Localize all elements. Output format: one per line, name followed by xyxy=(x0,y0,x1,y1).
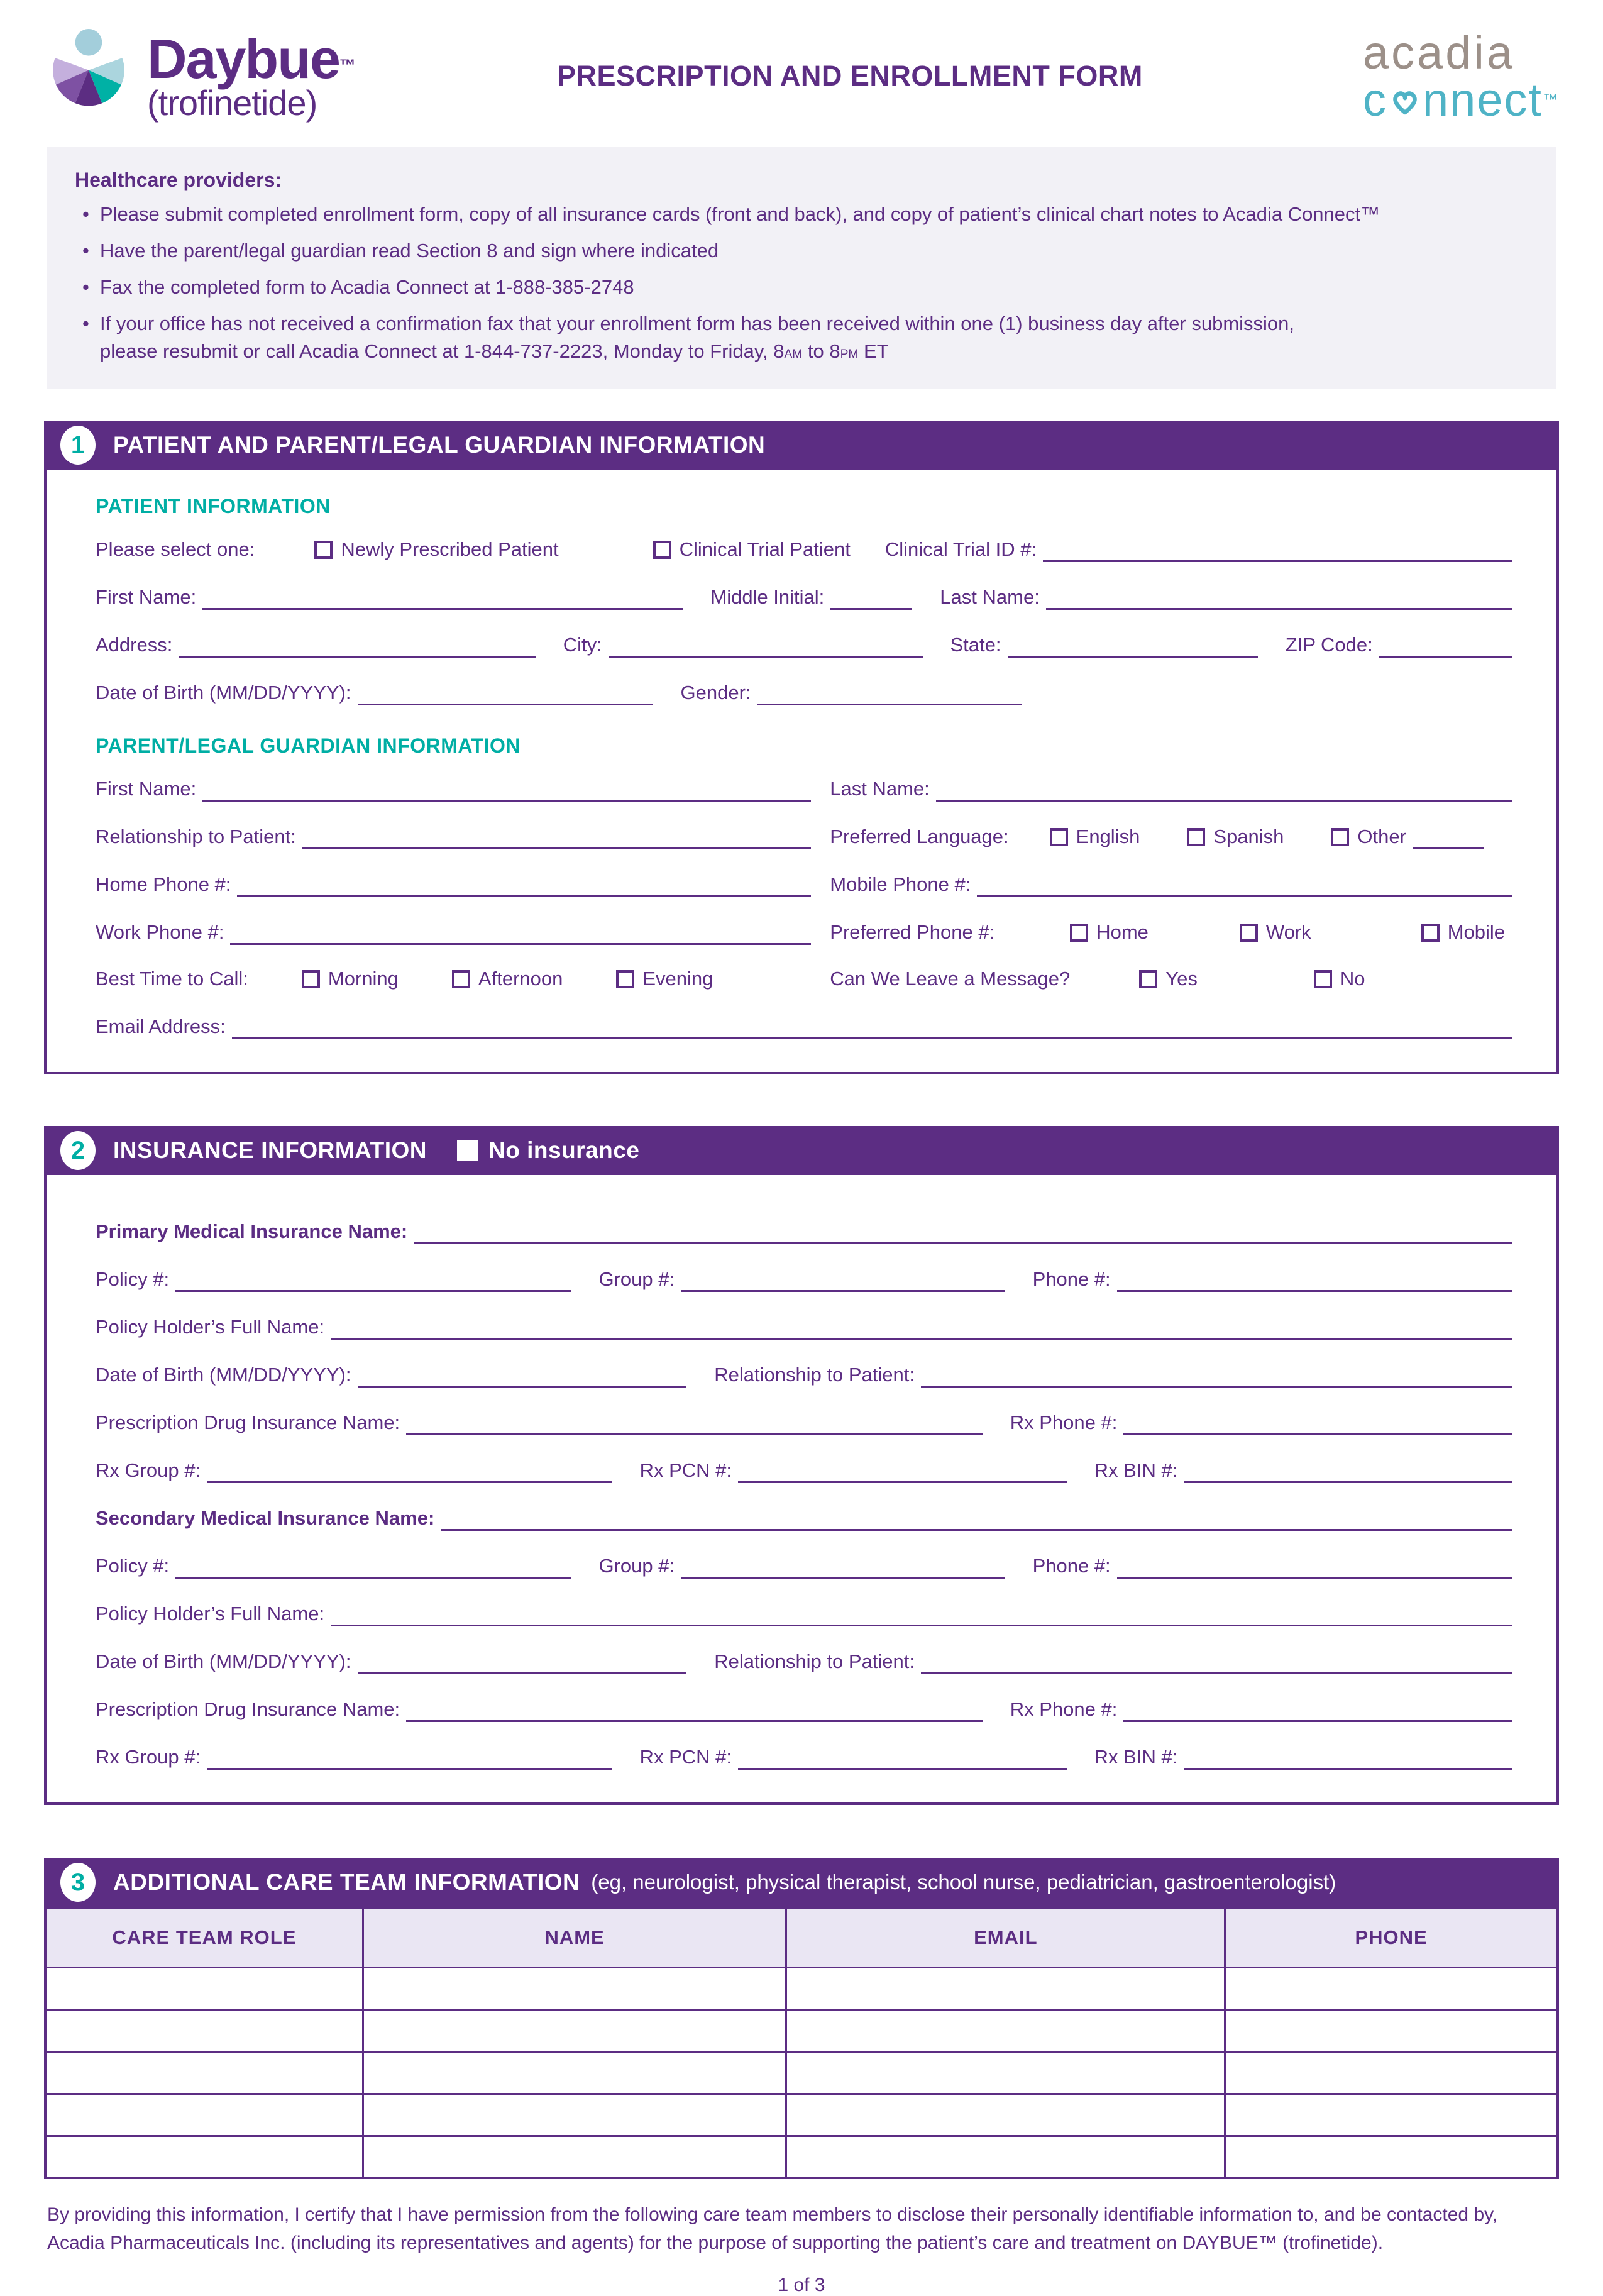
preferred-mobile-label: Mobile xyxy=(1447,921,1506,944)
no-insurance-label: No insurance xyxy=(488,1137,640,1164)
relationship-group xyxy=(96,824,811,849)
primary-dob-row xyxy=(96,1362,1512,1388)
preferred-language-label: Preferred Language: xyxy=(830,825,1009,848)
care-team-role-cell[interactable] xyxy=(45,2136,363,2178)
email-label: Email Address: xyxy=(96,1015,226,1038)
primary-policy-row xyxy=(96,1267,1512,1292)
clinical-trial-label: Clinical Trial Patient xyxy=(679,538,851,561)
primary-holder-label: Policy Holder’s Full Name: xyxy=(96,1316,325,1338)
heart-icon xyxy=(1389,86,1421,118)
primary-rx-codes-row xyxy=(96,1458,1512,1483)
patient-type-row xyxy=(96,537,1512,562)
gender-label: Gender: xyxy=(680,682,751,704)
care-team-name-cell[interactable] xyxy=(363,2009,786,2051)
patient-information-heading: PATIENT INFORMATION xyxy=(96,495,331,518)
daybue-tm: ™ xyxy=(339,55,356,75)
preferred-home-label: Home xyxy=(1096,921,1149,944)
certification-statement: By providing this information, I certify that I have permission from the following care team members to disclose their personally identifiable information to, and be contacted by, Acadia Pharmaceuticals Inc. (including its representatives and agents) for the purpose of supporting the patient’s care and treatment on DAYBUE™ (trofinetide). xyxy=(47,2204,1498,2254)
secondary-dob-label: Date of Birth (MM/DD/YYYY): xyxy=(96,1650,351,1673)
guardian-first-name-label: First Name: xyxy=(96,778,197,800)
preferred-language-group xyxy=(830,824,1512,849)
daybue-flower-icon xyxy=(39,26,138,126)
language-english-option[interactable] xyxy=(1050,825,1140,849)
notice-bullet-confirmation: • If your office has not received a confirmation fax that your enrollment form has been received within one (1) business day after submission, please resubmit or call Acadia Connect at 1-844-737-2223, Monday to Friday, 8AM to 8PM ET xyxy=(75,310,1528,365)
relationship-label: Relationship to Patient: xyxy=(96,825,296,848)
language-spanish-label: Spanish xyxy=(1213,825,1284,848)
care-team-name-cell[interactable] xyxy=(363,2094,786,2136)
work-phone-label: Work Phone #: xyxy=(96,921,224,944)
home-phone-label: Home Phone #: xyxy=(96,873,231,896)
primary-rx-group-field[interactable] xyxy=(207,1458,612,1483)
secondary-rx-phone-label: Rx Phone #: xyxy=(1010,1698,1118,1721)
primary-insurance-name-row xyxy=(96,1219,1512,1244)
section1-number-badge: 1 xyxy=(60,426,96,465)
relationship-field[interactable] xyxy=(302,824,811,849)
mobile-phone-field[interactable] xyxy=(977,872,1512,897)
dob-label: Date of Birth (MM/DD/YYYY): xyxy=(96,682,351,704)
care-team-name-cell[interactable] xyxy=(363,2051,786,2094)
daybue-generic-name: (trofinetide) xyxy=(147,83,317,123)
primary-holder-row xyxy=(96,1315,1512,1340)
address-field[interactable] xyxy=(179,632,535,658)
time-morning-option[interactable] xyxy=(302,968,399,991)
gender-field[interactable] xyxy=(757,680,1022,705)
secondary-relationship-field[interactable] xyxy=(921,1649,1512,1674)
clinical-trial-id-field[interactable] xyxy=(1043,537,1512,562)
care-team-role-cell[interactable] xyxy=(45,2094,363,2136)
care-team-name-cell[interactable] xyxy=(363,2136,786,2178)
newly-prescribed-option[interactable] xyxy=(314,538,558,562)
secondary-rx-pcn-label: Rx PCN #: xyxy=(639,1746,732,1769)
primary-rx-name-label: Prescription Drug Insurance Name: xyxy=(96,1411,400,1434)
connect-word: c nnect ™ xyxy=(1362,74,1559,126)
last-name-field[interactable] xyxy=(1046,585,1512,610)
language-spanish-option[interactable] xyxy=(1187,825,1284,849)
zip-code-field[interactable] xyxy=(1379,632,1512,658)
state-label: State: xyxy=(950,634,1001,656)
section3-subtitle: (eg, neurologist, physical therapist, school nurse, pediatrician, gastroenterologist) xyxy=(591,1870,1336,1894)
secondary-phone-field[interactable] xyxy=(1117,1554,1512,1579)
care-team-col-role: CARE TEAM ROLE xyxy=(45,1908,363,1967)
secondary-insurance-label: Secondary Medical Insurance Name: xyxy=(96,1507,435,1530)
acadia-word: acadia xyxy=(1362,26,1516,79)
section-insurance xyxy=(44,1126,1559,1805)
language-other-checkbox[interactable] xyxy=(1331,828,1349,846)
primary-dob-field[interactable] xyxy=(358,1362,687,1388)
message-no-label: No xyxy=(1340,968,1365,990)
time-afternoon-checkbox[interactable] xyxy=(452,970,470,988)
mobile-phone-label: Mobile Phone #: xyxy=(830,873,971,896)
secondary-rx-codes-row xyxy=(96,1745,1512,1770)
secondary-rx-name-row xyxy=(96,1697,1512,1722)
language-other-field[interactable] xyxy=(1413,824,1485,849)
primary-relationship-field[interactable] xyxy=(921,1362,1512,1388)
daybue-name: Daybue™ xyxy=(147,27,356,90)
secondary-group-label: Group #: xyxy=(598,1555,675,1577)
primary-relationship-label: Relationship to Patient: xyxy=(714,1364,915,1386)
work-phone-field[interactable] xyxy=(230,920,811,945)
primary-rx-name-field[interactable] xyxy=(406,1410,983,1435)
city-label: City: xyxy=(563,634,602,656)
relationship-language-row xyxy=(96,824,1512,849)
primary-dob-label: Date of Birth (MM/DD/YYYY): xyxy=(96,1364,351,1386)
preferred-work-option[interactable] xyxy=(1240,921,1311,945)
middle-initial-field[interactable] xyxy=(830,585,912,610)
secondary-relationship-label: Relationship to Patient: xyxy=(714,1650,915,1673)
primary-policy-label: Policy #: xyxy=(96,1268,170,1291)
daybue-logo xyxy=(39,26,356,126)
care-team-phone-cell[interactable] xyxy=(1225,2136,1558,2178)
notice-heading: Healthcare providers: xyxy=(75,168,282,191)
language-spanish-checkbox[interactable] xyxy=(1187,828,1205,846)
home-phone-group xyxy=(96,872,811,897)
section-care-team xyxy=(44,1858,1559,2179)
section3-number-badge: 3 xyxy=(60,1863,96,1902)
first-name-field[interactable] xyxy=(202,585,683,610)
work-phone-group xyxy=(96,920,811,945)
time-evening-label: Evening xyxy=(642,968,713,990)
section-patient-guardian xyxy=(44,421,1559,1074)
secondary-rx-name-label: Prescription Drug Insurance Name: xyxy=(96,1698,400,1721)
healthcare-providers-notice xyxy=(47,147,1556,389)
mobile-phone-group xyxy=(830,872,1512,897)
section1-title: PATIENT AND PARENT/LEGAL GUARDIAN INFORMATION xyxy=(113,432,766,458)
clinical-trial-option[interactable] xyxy=(653,538,851,562)
primary-rx-bin-field[interactable] xyxy=(1184,1458,1512,1483)
care-team-role-cell[interactable] xyxy=(45,1967,363,2009)
section2-header-bar xyxy=(44,1126,1559,1175)
email-row xyxy=(96,1014,1512,1039)
notice-bullet-fax: • Fax the completed form to Acadia Connect at 1-888-385-2748 xyxy=(75,273,1528,301)
work-preferred-phone-row xyxy=(96,920,1512,945)
primary-rx-bin-label: Rx BIN #: xyxy=(1094,1459,1178,1482)
section1-header-bar xyxy=(44,421,1559,470)
secondary-holder-field[interactable] xyxy=(331,1601,1512,1626)
best-time-message-row xyxy=(96,968,1512,991)
secondary-holder-row xyxy=(96,1601,1512,1626)
dob-field[interactable] xyxy=(358,680,653,705)
primary-insurance-label: Primary Medical Insurance Name: xyxy=(96,1220,408,1243)
connect-tm: ™ xyxy=(1543,91,1559,108)
secondary-rx-bin-field[interactable] xyxy=(1184,1745,1512,1770)
guardian-information-heading: PARENT/LEGAL GUARDIAN INFORMATION xyxy=(96,734,521,758)
guardian-last-name-group xyxy=(830,776,1512,802)
time-morning-checkbox[interactable] xyxy=(302,970,320,988)
primary-holder-field[interactable] xyxy=(331,1315,1512,1340)
primary-rx-name-row xyxy=(96,1410,1512,1435)
guardian-first-name-field[interactable] xyxy=(202,776,811,802)
newly-prescribed-label: Newly Prescribed Patient xyxy=(341,538,559,561)
no-insurance-checkbox[interactable] xyxy=(457,1140,478,1161)
care-team-phone-cell[interactable] xyxy=(1225,2094,1558,2136)
preferred-work-label: Work xyxy=(1265,921,1311,944)
care-team-row xyxy=(45,1967,1558,2009)
notice-bullet-submit: • Please submit completed enrollment form, copy of all insurance cards (front and back), and copy of patient’s clinical chart notes to Acadia Connect™ xyxy=(75,201,1528,228)
leave-message-group xyxy=(830,968,1512,991)
care-team-table xyxy=(44,1907,1559,2179)
care-team-email-cell[interactable] xyxy=(786,2009,1225,2051)
secondary-policy-label: Policy #: xyxy=(96,1555,170,1577)
section2-body xyxy=(44,1175,1559,1805)
preferred-home-option[interactable] xyxy=(1070,921,1149,945)
secondary-holder-label: Policy Holder’s Full Name: xyxy=(96,1603,325,1625)
care-team-col-email: EMAIL xyxy=(786,1908,1225,1967)
primary-rx-pcn-field[interactable] xyxy=(738,1458,1067,1483)
last-name-label: Last Name: xyxy=(940,586,1040,609)
page-number: 1 of 3 xyxy=(778,2275,825,2296)
primary-group-label: Group #: xyxy=(598,1268,675,1291)
care-team-row xyxy=(45,2051,1558,2094)
page-header xyxy=(0,0,1603,135)
preferred-phone-label: Preferred Phone #: xyxy=(830,921,995,944)
daybue-wordmark xyxy=(147,27,356,123)
notice-bullet-list xyxy=(75,201,1528,365)
secondary-rx-group-field[interactable] xyxy=(207,1745,612,1770)
primary-group-field[interactable] xyxy=(681,1267,1005,1292)
preferred-phone-group xyxy=(830,921,1512,945)
primary-rx-group-label: Rx Group #: xyxy=(96,1459,201,1482)
acadia-connect-logo xyxy=(1362,26,1559,126)
clinical-trial-id-label: Clinical Trial ID #: xyxy=(884,538,1037,561)
newly-prescribed-checkbox[interactable] xyxy=(314,541,333,559)
middle-initial-label: Middle Initial: xyxy=(710,586,825,609)
care-team-row xyxy=(45,2094,1558,2136)
best-time-label: Best Time to Call: xyxy=(96,968,248,990)
secondary-dob-row xyxy=(96,1649,1512,1674)
secondary-rx-phone-field[interactable] xyxy=(1123,1697,1512,1722)
message-yes-option[interactable] xyxy=(1139,968,1198,991)
language-other-label: Other xyxy=(1357,825,1406,848)
language-english-checkbox[interactable] xyxy=(1050,828,1068,846)
message-yes-checkbox[interactable] xyxy=(1139,970,1157,988)
preferred-home-checkbox[interactable] xyxy=(1070,924,1088,942)
secondary-insurance-field[interactable] xyxy=(441,1506,1512,1531)
guardian-last-name-field[interactable] xyxy=(936,776,1512,802)
preferred-work-checkbox[interactable] xyxy=(1240,924,1258,942)
preferred-mobile-checkbox[interactable] xyxy=(1421,924,1440,942)
guardian-last-name-label: Last Name: xyxy=(830,778,930,800)
guardian-first-name-group xyxy=(96,776,811,802)
section2-number-badge: 2 xyxy=(60,1131,96,1170)
care-team-phone-cell[interactable] xyxy=(1225,2051,1558,2094)
secondary-insurance-name-row xyxy=(96,1506,1512,1531)
patient-address-row xyxy=(96,632,1512,658)
secondary-rx-name-field[interactable] xyxy=(406,1697,983,1722)
section1-body xyxy=(44,470,1559,1074)
home-mobile-phone-row xyxy=(96,872,1512,897)
secondary-phone-label: Phone #: xyxy=(1032,1555,1111,1577)
time-afternoon-option[interactable] xyxy=(452,968,563,991)
time-evening-option[interactable] xyxy=(616,968,713,991)
primary-rx-pcn-label: Rx PCN #: xyxy=(639,1459,732,1482)
care-team-email-cell[interactable] xyxy=(786,1967,1225,2009)
language-english-label: English xyxy=(1076,825,1140,848)
secondary-rx-group-label: Rx Group #: xyxy=(96,1746,201,1769)
city-field[interactable] xyxy=(609,632,923,658)
care-team-row xyxy=(45,2136,1558,2178)
secondary-rx-bin-label: Rx BIN #: xyxy=(1094,1746,1178,1769)
care-team-role-cell[interactable] xyxy=(45,2051,363,2094)
language-other-option[interactable] xyxy=(1331,825,1406,849)
secondary-policy-row xyxy=(96,1554,1512,1579)
first-name-label: First Name: xyxy=(96,586,197,609)
care-team-name-cell[interactable] xyxy=(363,1967,786,2009)
care-team-col-name: NAME xyxy=(363,1908,786,1967)
patient-dob-row xyxy=(96,680,1512,705)
care-team-col-phone: PHONE xyxy=(1225,1908,1558,1967)
email-field[interactable] xyxy=(232,1014,1512,1039)
secondary-policy-field[interactable] xyxy=(175,1554,571,1579)
leave-message-label: Can We Leave a Message? xyxy=(830,968,1071,990)
notice-bullet-section8: • Have the parent/legal guardian read Section 8 and sign where indicated xyxy=(75,237,1528,265)
zip-code-label: ZIP Code: xyxy=(1285,634,1373,656)
care-team-email-cell[interactable] xyxy=(786,2051,1225,2094)
best-time-group xyxy=(96,968,811,991)
primary-policy-field[interactable] xyxy=(175,1267,571,1292)
care-team-header-row xyxy=(45,1908,1558,1967)
message-yes-label: Yes xyxy=(1165,968,1198,990)
primary-phone-field[interactable] xyxy=(1117,1267,1512,1292)
care-team-role-cell[interactable] xyxy=(45,2009,363,2051)
care-team-phone-cell[interactable] xyxy=(1225,1967,1558,2009)
care-team-email-cell[interactable] xyxy=(786,2094,1225,2136)
guardian-name-row xyxy=(96,776,1512,802)
care-team-email-cell[interactable] xyxy=(786,2136,1225,2178)
section3-title: ADDITIONAL CARE TEAM INFORMATION xyxy=(113,1869,580,1896)
address-label: Address: xyxy=(96,634,173,656)
primary-insurance-field[interactable] xyxy=(414,1219,1512,1244)
preferred-mobile-option[interactable] xyxy=(1421,921,1505,945)
section2-title: INSURANCE INFORMATION xyxy=(113,1137,427,1164)
state-field[interactable] xyxy=(1008,632,1258,658)
message-no-checkbox[interactable] xyxy=(1314,970,1332,988)
primary-phone-label: Phone #: xyxy=(1032,1268,1111,1291)
section3-header-bar xyxy=(44,1858,1559,1907)
care-team-phone-cell[interactable] xyxy=(1225,2009,1558,2051)
clinical-trial-checkbox[interactable] xyxy=(653,541,671,559)
time-morning-label: Morning xyxy=(328,968,399,990)
patient-name-row xyxy=(96,585,1512,610)
home-phone-field[interactable] xyxy=(237,872,811,897)
select-one-label: Please select one: xyxy=(96,538,255,561)
secondary-rx-pcn-field[interactable] xyxy=(738,1745,1067,1770)
form-title: PRESCRIPTION AND ENROLLMENT FORM xyxy=(557,60,1143,92)
message-no-option[interactable] xyxy=(1314,968,1365,991)
time-evening-checkbox[interactable] xyxy=(616,970,634,988)
secondary-group-field[interactable] xyxy=(681,1554,1005,1579)
time-afternoon-label: Afternoon xyxy=(478,968,563,990)
care-team-row xyxy=(45,2009,1558,2051)
primary-rx-phone-label: Rx Phone #: xyxy=(1010,1411,1118,1434)
secondary-dob-field[interactable] xyxy=(358,1649,687,1674)
primary-rx-phone-field[interactable] xyxy=(1123,1410,1512,1435)
